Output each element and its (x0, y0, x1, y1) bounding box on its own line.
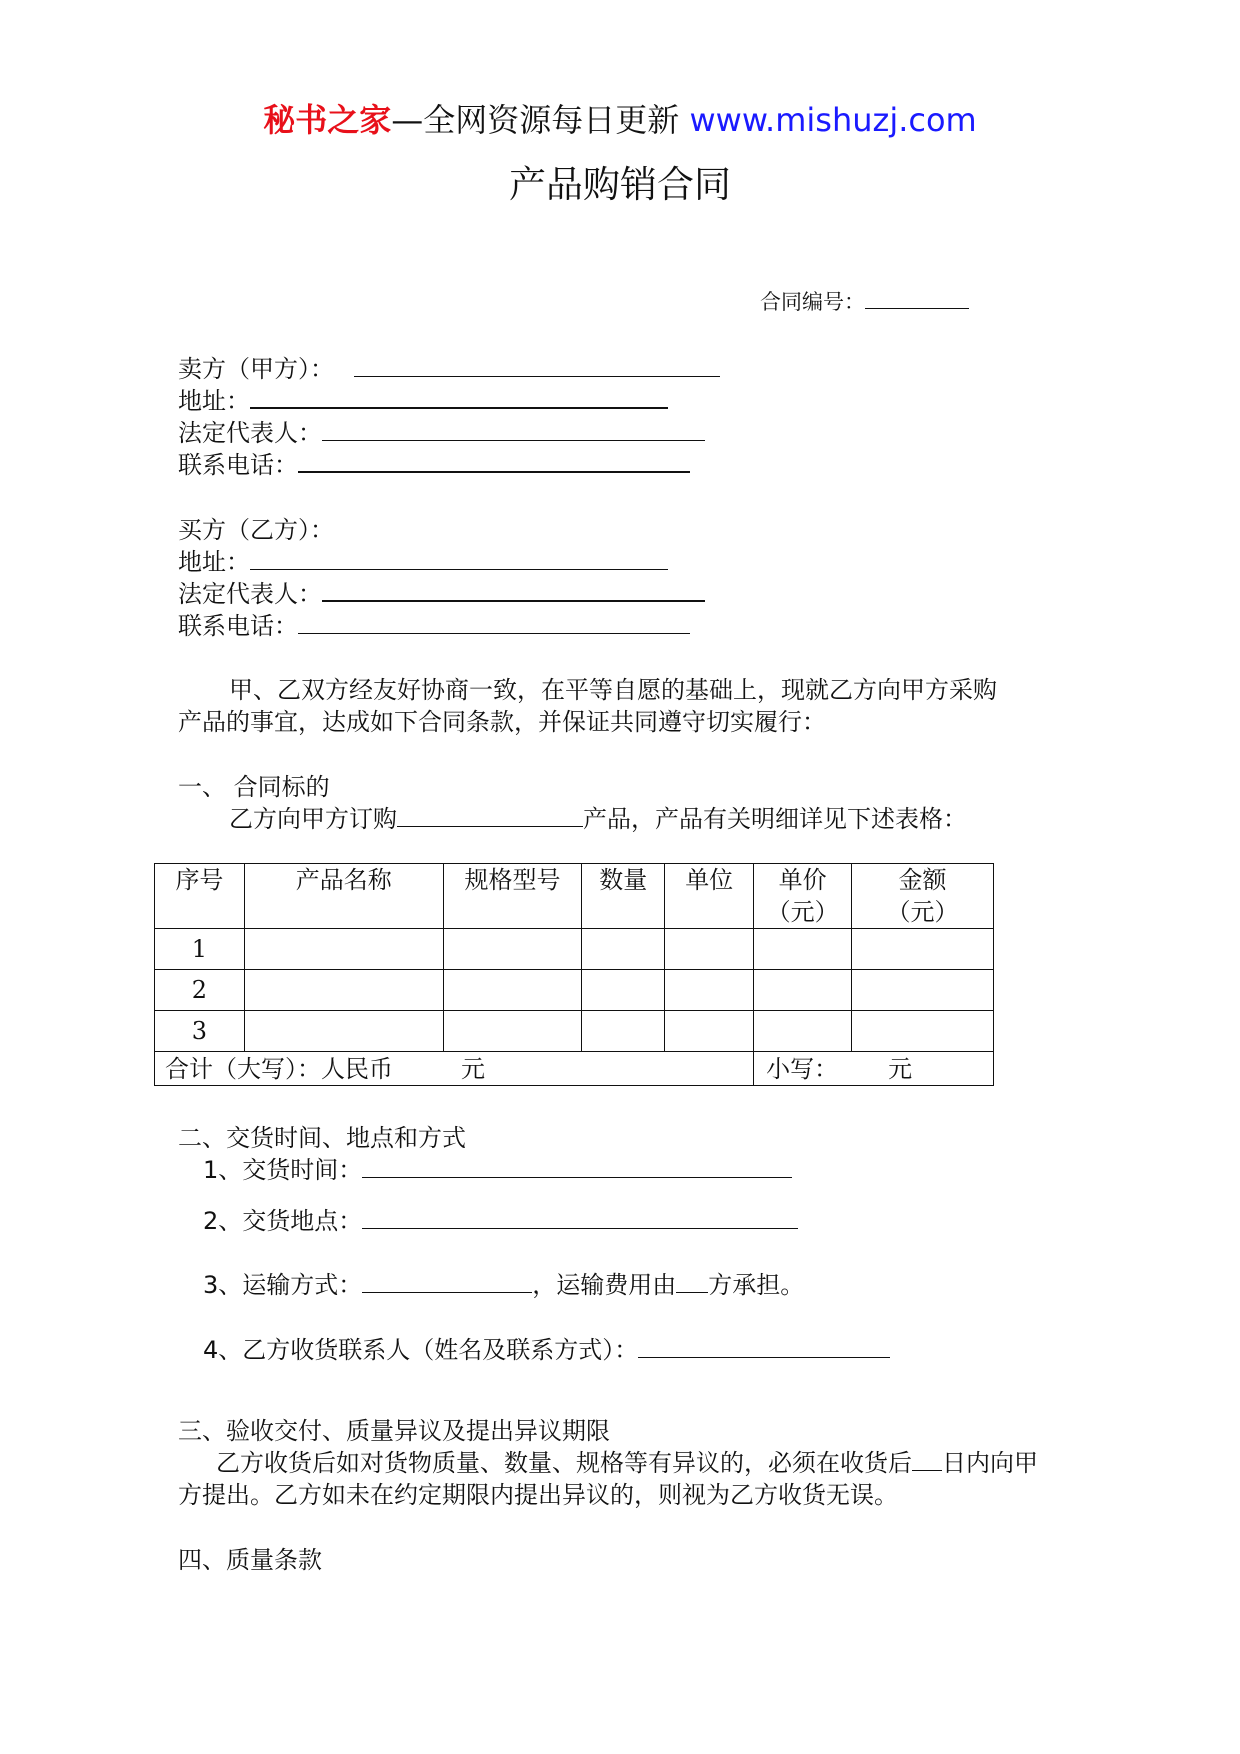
preamble-line-2: 产品的事宜，达成如下合同条款，并保证共同遵守切实履行： (178, 708, 826, 736)
cell-unit-price[interactable] (754, 1011, 852, 1052)
transport-cost-end: 方承担。 (708, 1271, 805, 1299)
seller-address-blank[interactable] (250, 385, 668, 409)
transport-line (203, 1269, 804, 1301)
seller-heading-line (178, 353, 720, 385)
cell-unit-price[interactable] (754, 929, 852, 970)
section-1-heading: 一、 合同标的 (178, 773, 330, 801)
header-unit-price-suffix: （元） (766, 898, 839, 926)
total-capital-label: 合计（大写）：人民币 (165, 1054, 393, 1083)
total-small-label: 小写： (766, 1054, 839, 1083)
table-row (155, 1011, 994, 1052)
buyer-address-label: 地址： (178, 548, 250, 576)
cell-quantity[interactable] (582, 929, 665, 970)
seller-address-line (178, 385, 668, 417)
header-unit-price-label: 单价 (778, 866, 827, 894)
header-spec-model: 规格型号 (443, 864, 582, 929)
cell-amount[interactable] (852, 970, 994, 1011)
table-row (155, 929, 994, 970)
header-index: 序号 (155, 864, 245, 929)
section-3-line-2: 方提出。乙方如未在约定期限内提出异议的，则视为乙方收货无误。 (178, 1481, 898, 1509)
buyer-phone-blank[interactable] (298, 611, 690, 634)
header-amount (852, 864, 994, 929)
total-small-unit: 元 (888, 1054, 913, 1083)
delivery-place-blank[interactable] (362, 1206, 798, 1229)
header-amount-suffix: （元） (886, 898, 959, 926)
seller-name-blank[interactable] (354, 354, 720, 377)
section-3-heading: 三、验收交付、质量异议及提出异议期限 (178, 1417, 610, 1445)
section-1-text (229, 803, 967, 835)
section-1-text-before: 乙方向甲方订购 (229, 805, 397, 833)
buyer-legal-rep-label: 法定代表人： (178, 580, 322, 608)
header-amount-label: 金额 (898, 866, 947, 894)
seller-heading: 卖方（甲方）： (178, 355, 334, 383)
section-1-text-after: 产品，产品有关明细详见下述表格： (583, 805, 967, 833)
cell-unit[interactable] (665, 929, 754, 970)
cell-amount[interactable] (852, 929, 994, 970)
banner-url-link[interactable]: www.mishuzj.com (689, 101, 977, 139)
section-3-line-1-after: 日内向甲 (942, 1449, 1038, 1477)
buyer-address-blank[interactable] (250, 547, 668, 570)
header-unit-price (754, 864, 852, 929)
delivery-place-line (203, 1205, 798, 1237)
seller-phone-label: 联系电话： (178, 451, 298, 479)
buyer-phone-line (178, 610, 690, 642)
goods-table (154, 863, 994, 1086)
cell-unit-price[interactable] (754, 970, 852, 1011)
seller-phone-blank[interactable] (298, 449, 690, 473)
total-small-cell[interactable] (754, 1052, 994, 1086)
section-3-line-1 (216, 1447, 1038, 1479)
preamble-line-1: 甲、乙双方经友好协商一致，在平等自愿的基础上，现就乙方向甲方采购 (229, 676, 997, 704)
cell-unit[interactable] (665, 1011, 754, 1052)
delivery-time-line (203, 1154, 792, 1186)
buyer-legal-rep-line (178, 578, 705, 610)
site-banner (0, 100, 1240, 140)
buyer-address-line (178, 546, 668, 578)
delivery-time-label: 、交货时间： (218, 1156, 363, 1184)
buyer-phone-label: 联系电话： (178, 612, 298, 640)
buyer-legal-rep-blank[interactable] (322, 578, 705, 602)
cell-unit[interactable] (665, 970, 754, 1011)
cell-amount[interactable] (852, 1011, 994, 1052)
transport-method-blank[interactable] (362, 1270, 532, 1293)
document-title: 产品购销合同 (509, 163, 731, 206)
transport-cost-text: ，运输费用由 (532, 1271, 677, 1299)
section-4-heading: 四、质量条款 (178, 1546, 322, 1574)
seller-phone-line (178, 449, 690, 481)
cell-product-name[interactable] (244, 929, 443, 970)
banner-brand: 秘书之家 (263, 101, 392, 139)
row-index: 1 (155, 929, 245, 970)
cell-spec-model[interactable] (443, 929, 582, 970)
total-capital-cell[interactable] (155, 1052, 754, 1086)
cell-spec-model[interactable] (443, 970, 582, 1011)
buyer-heading: 买方（乙方）： (178, 516, 334, 544)
seller-address-label: 地址： (178, 387, 250, 415)
receiver-contact-line (203, 1334, 890, 1366)
contract-number-blank[interactable] (865, 286, 969, 309)
seller-legal-rep-label: 法定代表人： (178, 419, 322, 447)
table-header-row (155, 864, 994, 929)
delivery-place-number: 2 (203, 1207, 219, 1235)
transport-cost-party-blank[interactable] (676, 1270, 708, 1293)
objection-days-blank[interactable] (912, 1448, 942, 1471)
cell-product-name[interactable] (244, 970, 443, 1011)
cell-quantity[interactable] (582, 970, 665, 1011)
delivery-time-blank[interactable] (362, 1155, 792, 1178)
receiver-contact-number: 4 (203, 1336, 219, 1364)
table-total-row (155, 1052, 994, 1086)
cell-product-name[interactable] (244, 1011, 443, 1052)
row-index: 2 (155, 970, 245, 1011)
header-product-name: 产品名称 (244, 864, 443, 929)
delivery-place-label: 、交货地点： (218, 1207, 363, 1235)
section-3-line-1-before: 乙方收货后如对货物质量、数量、规格等有异议的，必须在收货后 (216, 1449, 912, 1477)
transport-number: 3 (203, 1271, 219, 1299)
total-capital-unit: 元 (461, 1054, 485, 1083)
seller-legal-rep-blank[interactable] (322, 418, 705, 441)
contract-number (760, 286, 969, 316)
buyer-heading-line (178, 514, 334, 546)
row-index: 3 (155, 1011, 245, 1052)
header-unit: 单位 (665, 864, 754, 929)
receiver-contact-label: 、乙方收货联系人（姓名及联系方式）： (218, 1336, 639, 1364)
header-quantity: 数量 (582, 864, 665, 929)
table-row (155, 970, 994, 1011)
cell-spec-model[interactable] (443, 1011, 582, 1052)
delivery-time-number: 1 (203, 1156, 219, 1184)
section-2-heading: 二、交货时间、地点和方式 (178, 1124, 466, 1152)
contract-number-label: 合同编号： (760, 290, 865, 314)
banner-tagline: —全网资源每日更新 (391, 101, 690, 139)
transport-label: 、运输方式： (218, 1271, 363, 1299)
seller-legal-rep-line (178, 417, 705, 449)
cell-quantity[interactable] (582, 1011, 665, 1052)
receiver-contact-blank[interactable] (638, 1335, 890, 1358)
product-name-blank[interactable] (397, 804, 583, 827)
